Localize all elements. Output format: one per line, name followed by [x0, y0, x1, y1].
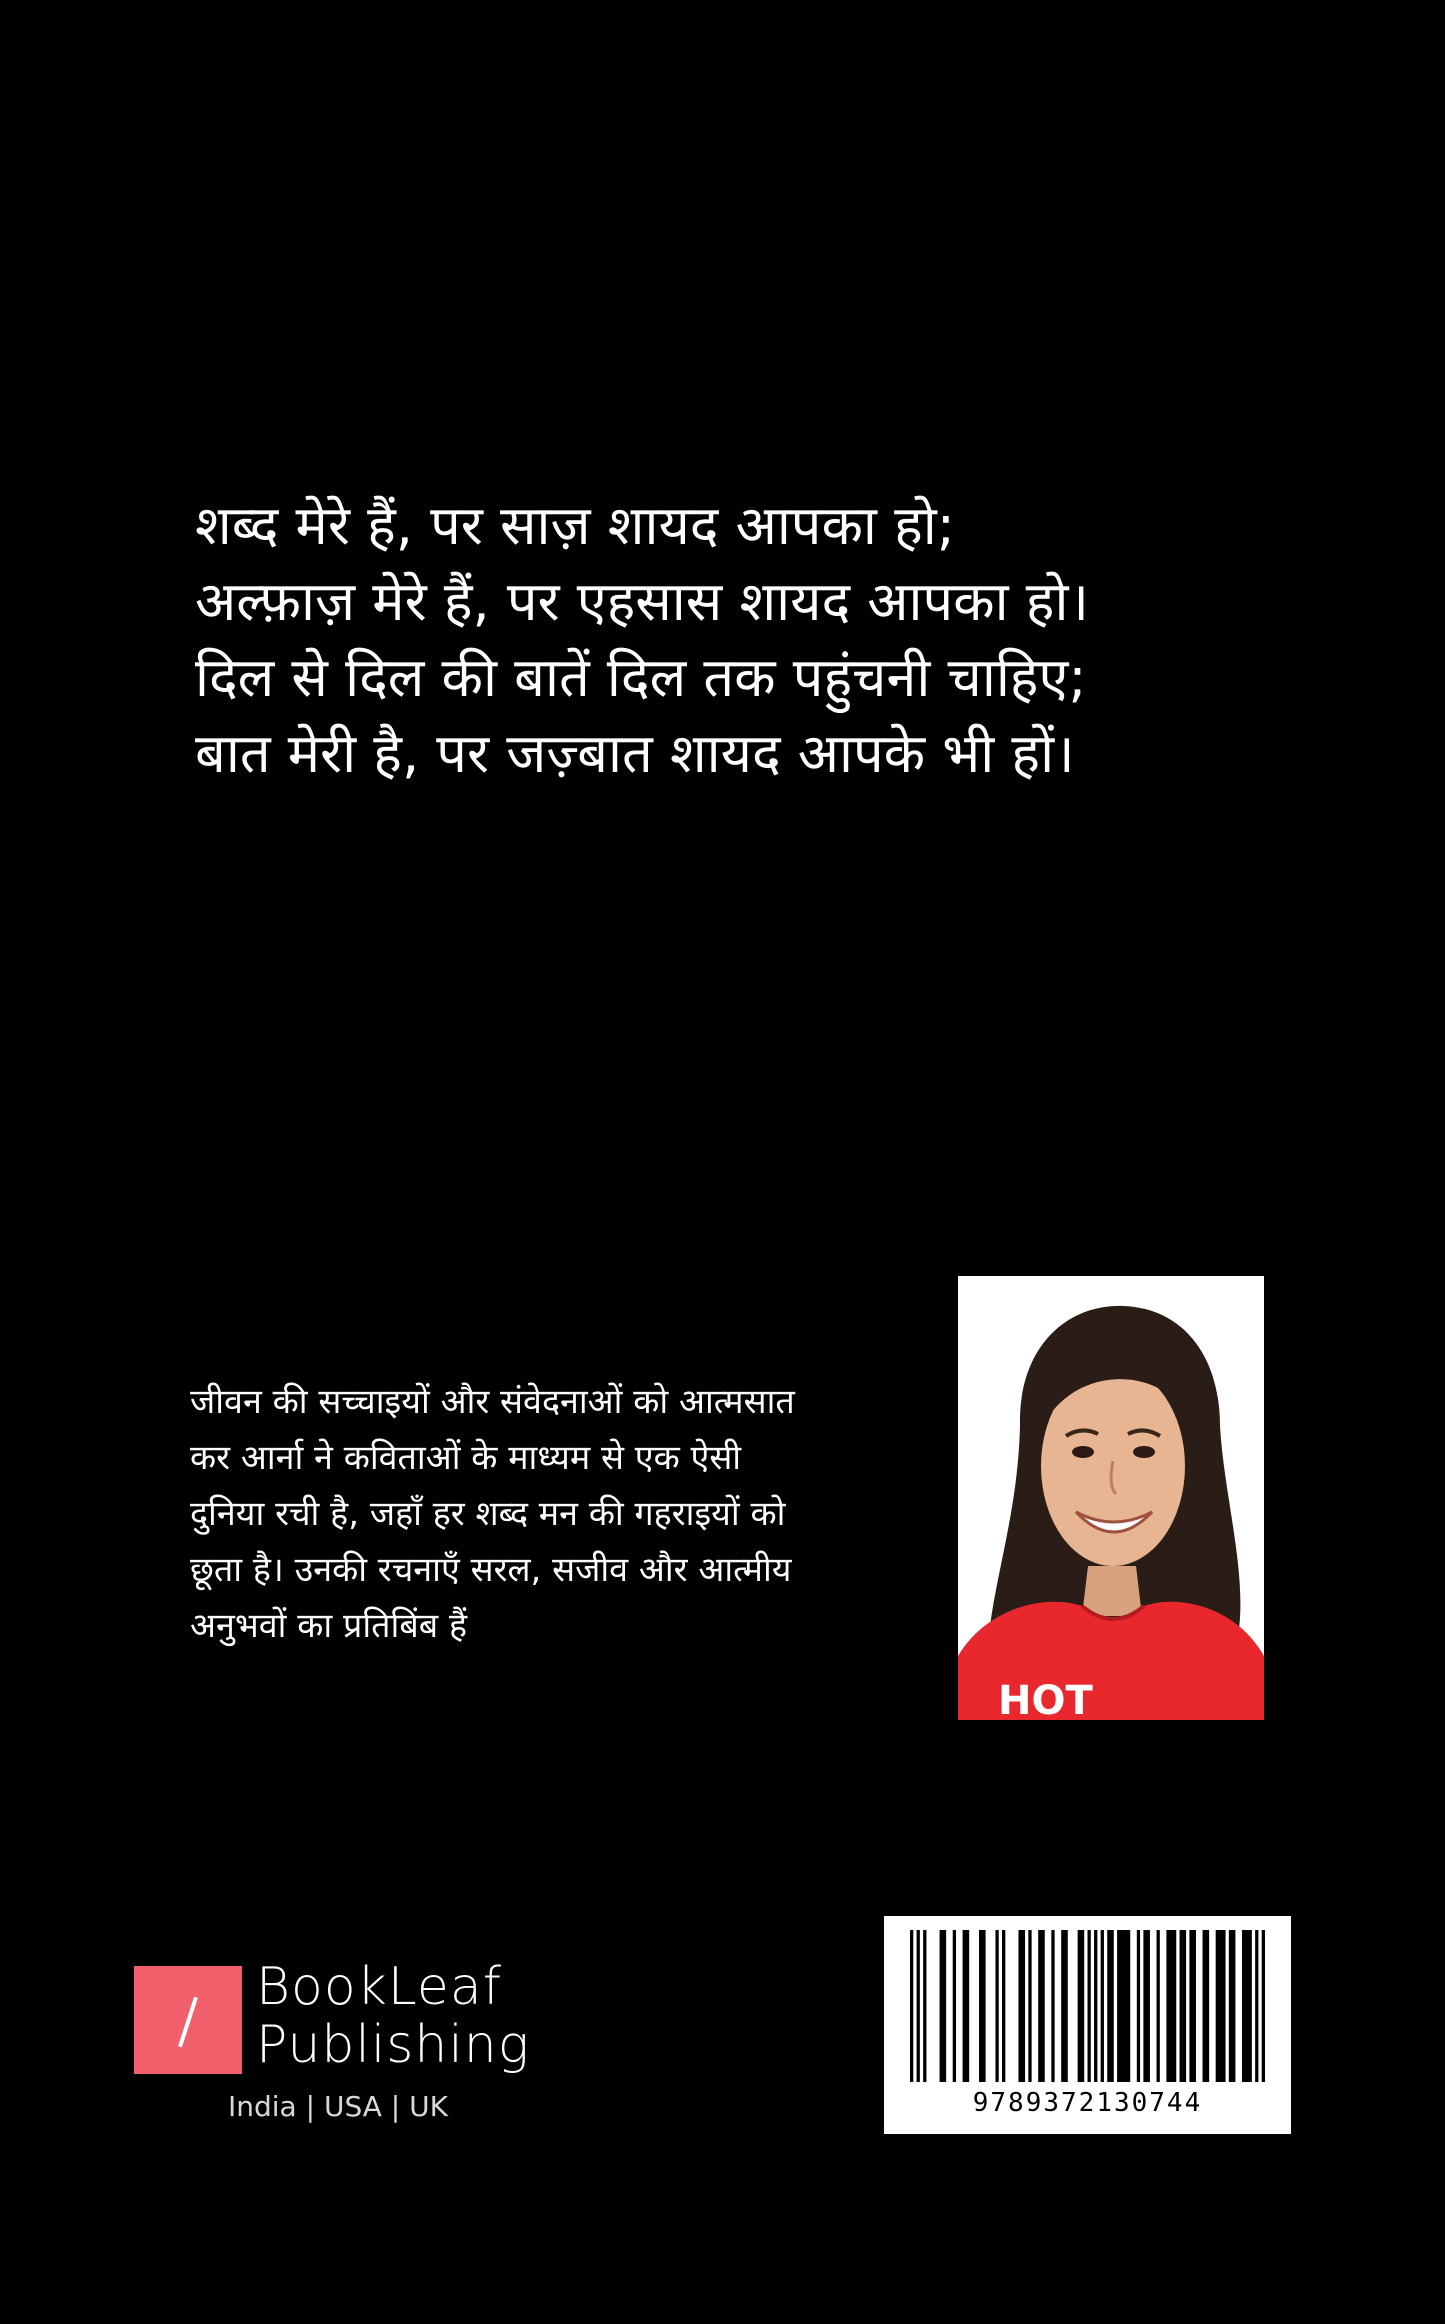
poem-line-2: अल्फ़ाज़ मेरे हैं, पर एहसास शायद आपका हो।: [195, 570, 1089, 633]
bio-line-1: जीवन की सच्चाइयों और संवेदनाओं को आत्मसात: [190, 1382, 795, 1422]
barcode-bar: [1094, 1930, 1097, 2082]
bio-line-4: छूता है। उनकी रचनाएँ सरल, सजीव और आत्मीय: [190, 1550, 792, 1590]
barcode-bar: [1229, 1930, 1236, 2082]
barcode-bar: [1002, 1930, 1005, 2082]
barcode-bar: [1051, 1930, 1054, 2082]
barcode-bar: [1117, 1930, 1130, 2082]
poem-line-3: दिल से दिल की बातें दिल तक पहुंचनी चाहिए;: [195, 646, 1087, 709]
poem-line-1: शब्द मेरे हैं, पर साज़ शायद आपका हो;: [195, 494, 955, 557]
bio-line-2: कर आर्ना ने कविताओं के माध्यम से एक ऐसी: [190, 1438, 742, 1478]
barcode-bar: [1101, 1930, 1104, 2082]
publisher-name-line-2: Publishing: [256, 2015, 530, 2075]
isbn-barcode: [884, 1916, 1291, 2134]
isbn-number: 9789372130744: [972, 2088, 1203, 2118]
barcode-bar: [1137, 1930, 1140, 2082]
barcode-bar: [1189, 1930, 1196, 2082]
bio-line-5: अनुभवों का प्रतिबिंब हैं: [190, 1606, 468, 1646]
back-cover-poem: [195, 488, 1295, 792]
barcode-bar: [995, 1930, 998, 2082]
barcode-bar: [1203, 1930, 1210, 2082]
bio-line-3: दुनिया रची है, जहाँ हर शब्द मन की गहराइयों को: [190, 1494, 786, 1534]
barcode-bar: [953, 1930, 956, 2082]
barcode-bar: [910, 1930, 913, 2082]
barcode-bar: [1143, 1930, 1150, 2082]
barcode-bar: [1242, 1930, 1252, 2082]
publisher-name-line-1: BookLeaf: [256, 1957, 503, 2017]
barcode-bar: [1255, 1930, 1258, 2082]
barcode-bars-icon: [910, 1930, 1265, 2082]
barcode-bar: [1061, 1930, 1068, 2082]
barcode-bar: [963, 1930, 970, 2082]
barcode-bar: [1038, 1930, 1045, 2082]
barcode-bar: [940, 1930, 947, 2082]
barcode-bar: [979, 1930, 986, 2082]
publisher-name: [256, 1958, 530, 2074]
barcode-bar: [1262, 1930, 1265, 2082]
barcode-bar: [1028, 1930, 1031, 2082]
barcode-bar: [923, 1930, 926, 2082]
barcode-bar: [1018, 1930, 1025, 2082]
barcode-bar: [1078, 1930, 1085, 2082]
poem-line-4: बात मेरी है, पर जज़्बात शायद आपके भी हों।: [195, 722, 1075, 785]
barcode-bar: [1157, 1930, 1160, 2082]
barcode-bar: [1107, 1930, 1114, 2082]
publisher-regions: India | USA | UK: [228, 2090, 448, 2123]
barcode-bar: [1166, 1930, 1176, 2082]
barcode-bar: [1088, 1930, 1091, 2082]
publisher-logo-mark-icon: [134, 1966, 242, 2074]
shirt-print-text: HOT: [998, 1678, 1093, 1720]
barcode-bar: [1180, 1930, 1187, 2082]
barcode-bar: [1216, 1930, 1226, 2082]
barcode-bar: [917, 1930, 920, 2082]
author-photo: [958, 1276, 1264, 1720]
publisher-logo: [134, 1958, 554, 2138]
author-bio: [190, 1374, 910, 1654]
